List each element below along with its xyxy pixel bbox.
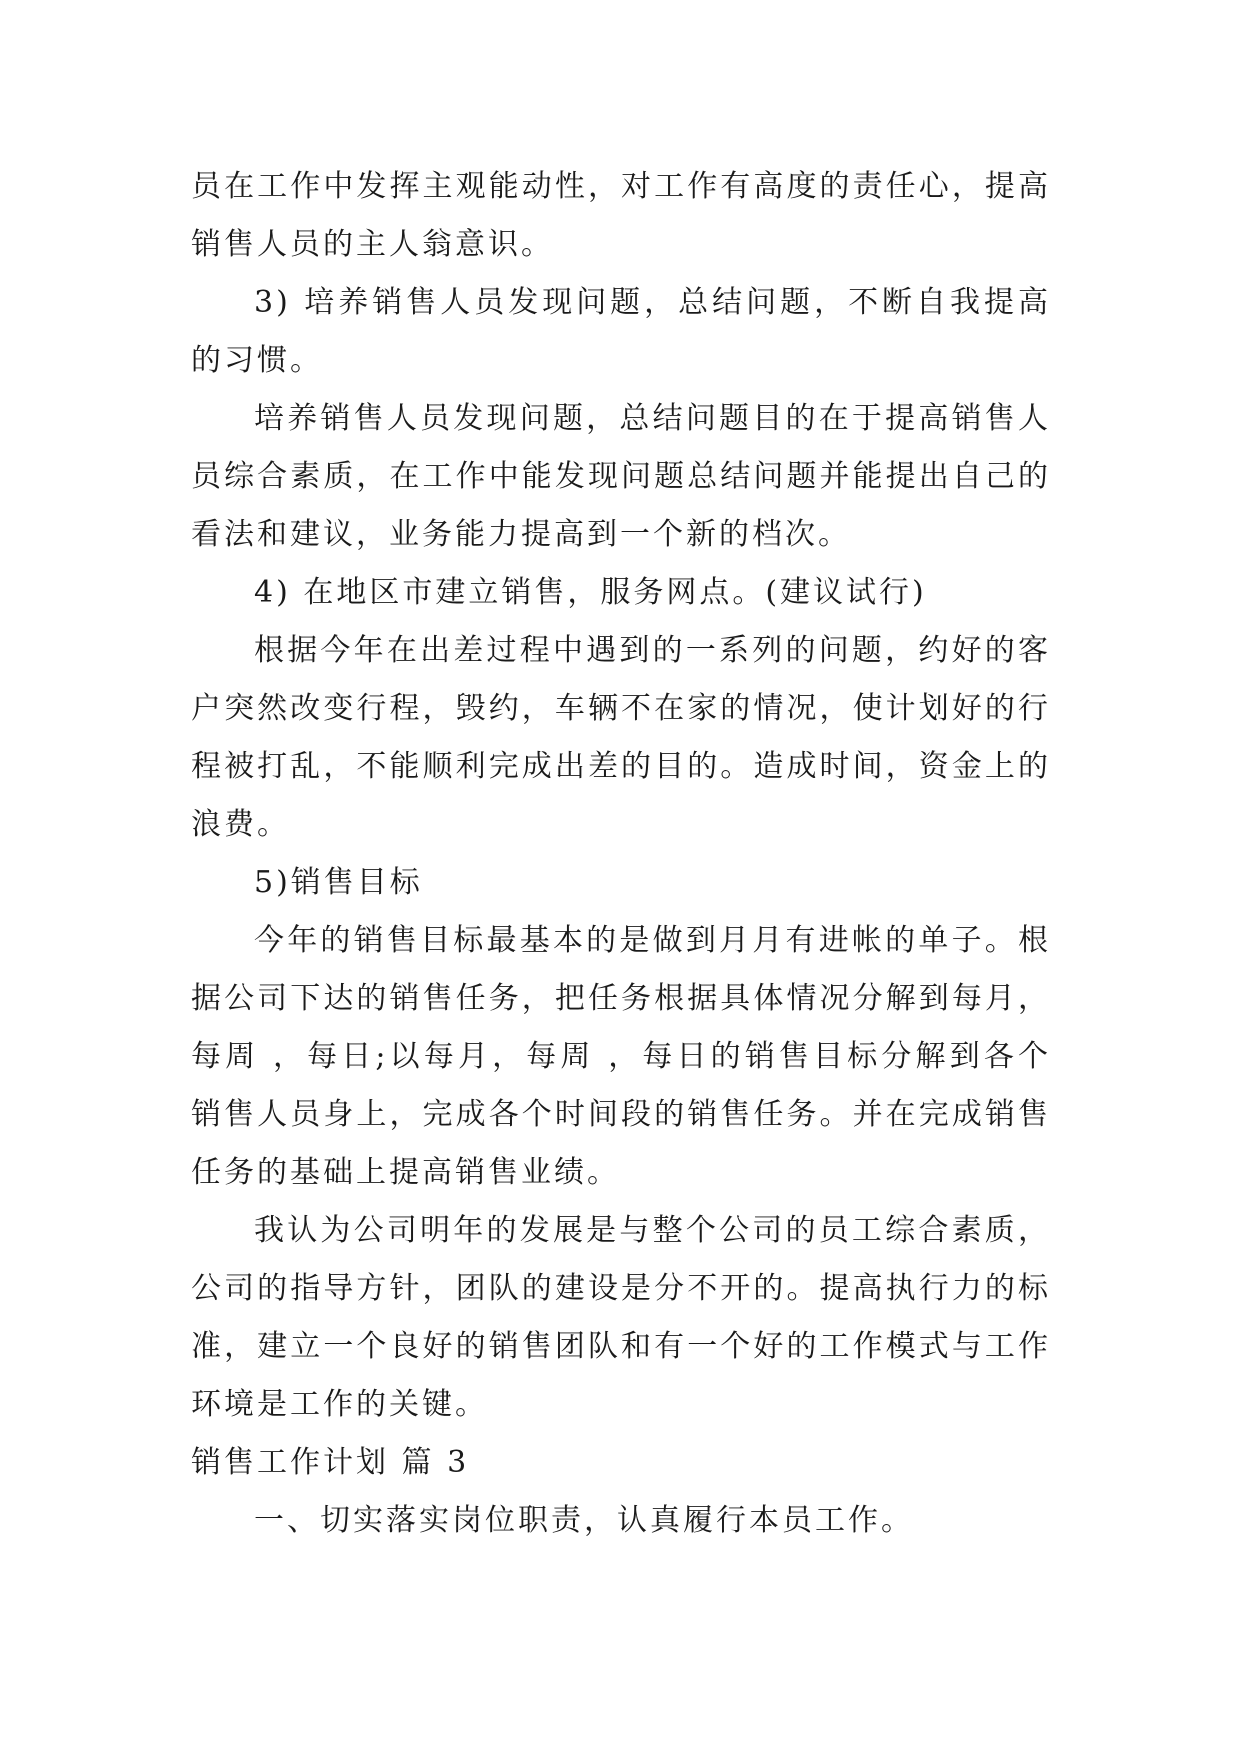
document-body bbox=[191, 158, 1051, 1550]
paragraph-8: 我认为公司明年的发展是与整个公司的员工综合素质，公司的指导方针，团队的建设是分不开的。提高执行力的标准，建立一个良好的销售团队和有一个好的工作模式与工作环境是工作的关键。 bbox=[191, 1213, 1051, 1422]
paragraph-4: 4) 在地区市建立销售，服务网点。(建议试行) bbox=[254, 575, 927, 610]
paragraph-5: 根据今年在出差过程中遇到的一系列的问题，约好的客户突然改变行程，毁约，车辆不在家的情况，使计划好的行程被打乱，不能顺利完成出差的目的。造成时间，资金上的浪费。 bbox=[191, 633, 1051, 842]
paragraph-9: 一、切实落实岗位职责，认真履行本员工作。 bbox=[254, 1503, 914, 1538]
paragraph-1: 员在工作中发挥主观能动性，对工作有高度的责任心，提高销售人员的主人翁意识。 bbox=[191, 169, 1051, 262]
paragraph-6: 5)销售目标 bbox=[254, 865, 423, 900]
paragraph-2: 3) 培养销售人员发现问题，总结问题，不断自我提高的习惯。 bbox=[191, 285, 1051, 378]
paragraph-7: 今年的销售目标最基本的是做到月月有进帐的单子。根据公司下达的销售任务，把任务根据具体情况分解到每月，每周 ，每日;以每月，每周 ，每日的销售目标分解到各个销售人员身上，完成各个时间段的销售任务。并在完成销售任务的基础上提高销售业绩。 bbox=[191, 923, 1051, 1190]
paragraph-3: 培养销售人员发现问题，总结问题目的在于提高销售人员综合素质，在工作中能发现问题总结问题并能提出自己的看法和建议，业务能力提高到一个新的档次。 bbox=[191, 401, 1051, 552]
section-heading: 销售工作计划 篇 3 bbox=[191, 1445, 470, 1480]
